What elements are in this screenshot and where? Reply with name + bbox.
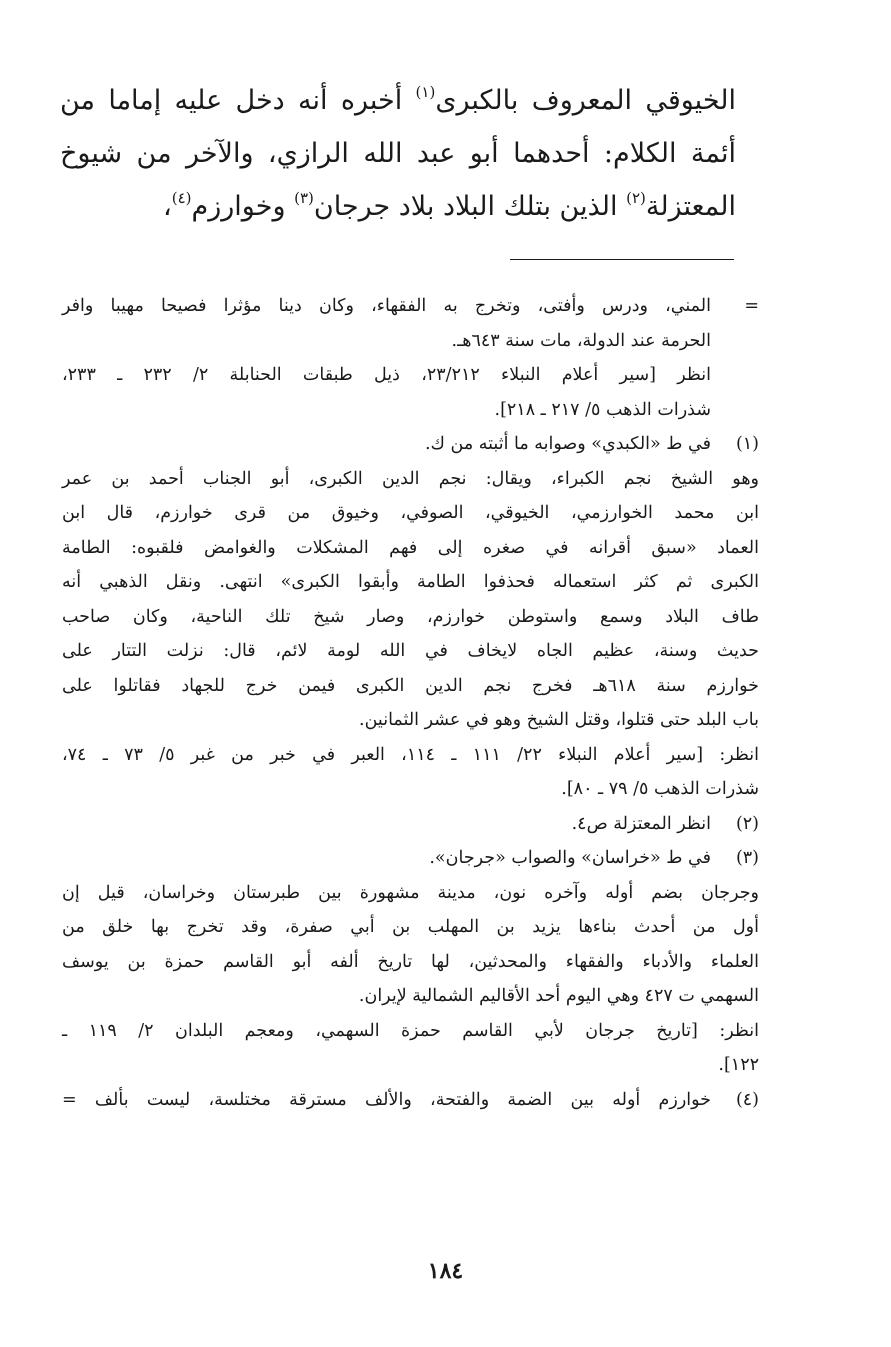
- footnote-separator: [510, 259, 734, 260]
- footnote-line: العماد «سبق أقرانه في صغره إلى فهم المشكلات والغوامض فلقبوه: الطامة: [62, 537, 759, 558]
- footnote-line: شذرات الذهب ٥/ ٢١٧ ـ ٢١٨].: [494, 399, 711, 420]
- main-text-segment: الذين بتلك البلاد بلاد جرجان: [313, 191, 627, 222]
- footnote-line: الحرمة عند الدولة، مات سنة ٦٤٣هـ.: [451, 330, 711, 351]
- footnote-1: [62, 427, 759, 462]
- footnote-line: باب البلد حتى قتلوا، وقتل الشيخ وهو في عشر الثمانين.: [359, 710, 759, 730]
- main-text-segment: الخيوقي المعروف بالكبرى: [435, 85, 736, 116]
- footnote-1-body: [62, 462, 759, 807]
- footnote-line: انظر [سير أعلام النبلاء ٢٣/٢١٢، ذيل طبقات الحنابلة ٢/ ٢٣٢ ـ ٢٣٣،: [62, 365, 711, 385]
- main-text-segment: المعتزلة: [645, 191, 736, 222]
- footnote-line: المني، ودرس وأفتى، وتخرج به الفقهاء، وكان دينا مؤثرا فصيحا مهيبا وافر: [62, 296, 711, 316]
- footnote-line: ابن محمد الخوارزمي، الخيوقي، الصوفي، وخيوق من قرى خوارزم، قال ابن: [62, 503, 759, 523]
- footnote-line: الكبرى ثم كثر استعماله فحذفوا الطامة وأبقوا الكبرى» انتهى. ونقل الذهبي أنه: [62, 572, 759, 592]
- main-text: [60, 74, 736, 233]
- footnote-2: [62, 807, 759, 842]
- footnote-first-line-wrap: [62, 841, 711, 876]
- footnote-first-line-wrap: [62, 807, 711, 842]
- footnote-line: العلماء والأدباء والفقهاء والمحدثين، لها تاريخ ألفه أبو القاسم حمزة بن يوسف: [62, 951, 759, 972]
- footnote-first-line-wrap: [62, 427, 711, 462]
- continuation-lines: [62, 289, 711, 427]
- footnote-line: في ط «الكبدي» وصوابه ما أثبته من ك.: [424, 434, 711, 454]
- main-text-segment: أخبره أنه دخل عليه إماما من: [60, 85, 416, 116]
- footnote-3: [62, 841, 759, 876]
- footnote-line: انظر المعتزلة ص٤.: [571, 813, 711, 834]
- footnote-ref-1: (١): [415, 83, 436, 101]
- footnote-line: خوارزم سنة ٦١٨هـ فخرج نجم الدين الكبرى فيمن خرج للجهاد فقاتلوا على: [62, 675, 759, 696]
- footnote-marker: (٤): [735, 1089, 759, 1110]
- footnote-line: في ط «خراسان» والصواب «جرجان».: [429, 848, 711, 868]
- footnote-line: حديث وسنة، عظيم الجاه لايخاف في الله لومة لائم، قال: نزلت التتار على: [62, 641, 759, 661]
- footnote-ref-3: (٣): [294, 189, 314, 207]
- main-text-line-3: [60, 180, 736, 233]
- footnote-marker: (٣): [735, 848, 759, 868]
- footnote-line: انظر: [تاريخ جرجان لأبي القاسم حمزة السهمي، ومعجم البلدان ٢/ ١١٩ ـ: [62, 1020, 759, 1041]
- footnote-first-line-wrap: [62, 1083, 711, 1118]
- footnote-continuation: [62, 289, 759, 427]
- footnote-3-body: [62, 876, 759, 1083]
- footnote-line: وجرجان بضم أوله وآخره نون، مدينة مشهورة بين طبرستان وخراسان، قيل إن: [62, 882, 759, 903]
- footnote-marker: (١): [735, 434, 759, 454]
- footnote-line: ١٢٢].: [718, 1055, 759, 1075]
- footnote-line: خوارزم أوله بين الضمة والفتحة، والألف مسترقة مختلسة، ليست بألف =: [62, 1089, 711, 1110]
- footnote-ref-2: (٢): [626, 189, 646, 207]
- footnote-line: وهو الشيخ نجم الكبراء، ويقال: نجم الدين الكبرى، أبو الجناب أحمد بن عمر: [62, 468, 759, 489]
- continuation-marker: =: [744, 296, 759, 316]
- footnote-line: السهمي ت ٤٢٧ وهي اليوم أحد الأقاليم الشمالية لإيران.: [358, 986, 759, 1006]
- footnote-marker: (٢): [735, 813, 759, 834]
- footnote-ref-4: (٤): [171, 189, 192, 207]
- main-text-line-1: [60, 74, 736, 127]
- footnote-line: انظر: [سير أعلام النبلاء ٢٢/ ١١١ ـ ١١٤، العبر في خبر من غبر ٥/ ٧٣ ـ ٧٤،: [62, 744, 759, 765]
- main-text-segment: وخوارزم: [191, 191, 295, 222]
- main-text-segment: ،: [163, 191, 172, 222]
- footnote-line: أول من أحدث بناءها يزيد بن المهلب بن أبي صفرة، وقد تخرج بها خلق من: [62, 917, 759, 937]
- footnotes: [62, 289, 759, 1117]
- footnote-line: شذرات الذهب ٥/ ٧٩ ـ ٨٠].: [561, 779, 759, 799]
- main-text-line-2: أئمة الكلام: أحدهما أبو عبد الله الرازي، والآخر من شيوخ: [60, 138, 736, 169]
- footnote-4: [62, 1083, 759, 1118]
- page-number: ١٨٤: [427, 1258, 464, 1284]
- footnote-line: طاف البلاد وسمع واستوطن خوارزم، وصار شيخ تلك الناحية، وكان صاحب: [62, 606, 759, 627]
